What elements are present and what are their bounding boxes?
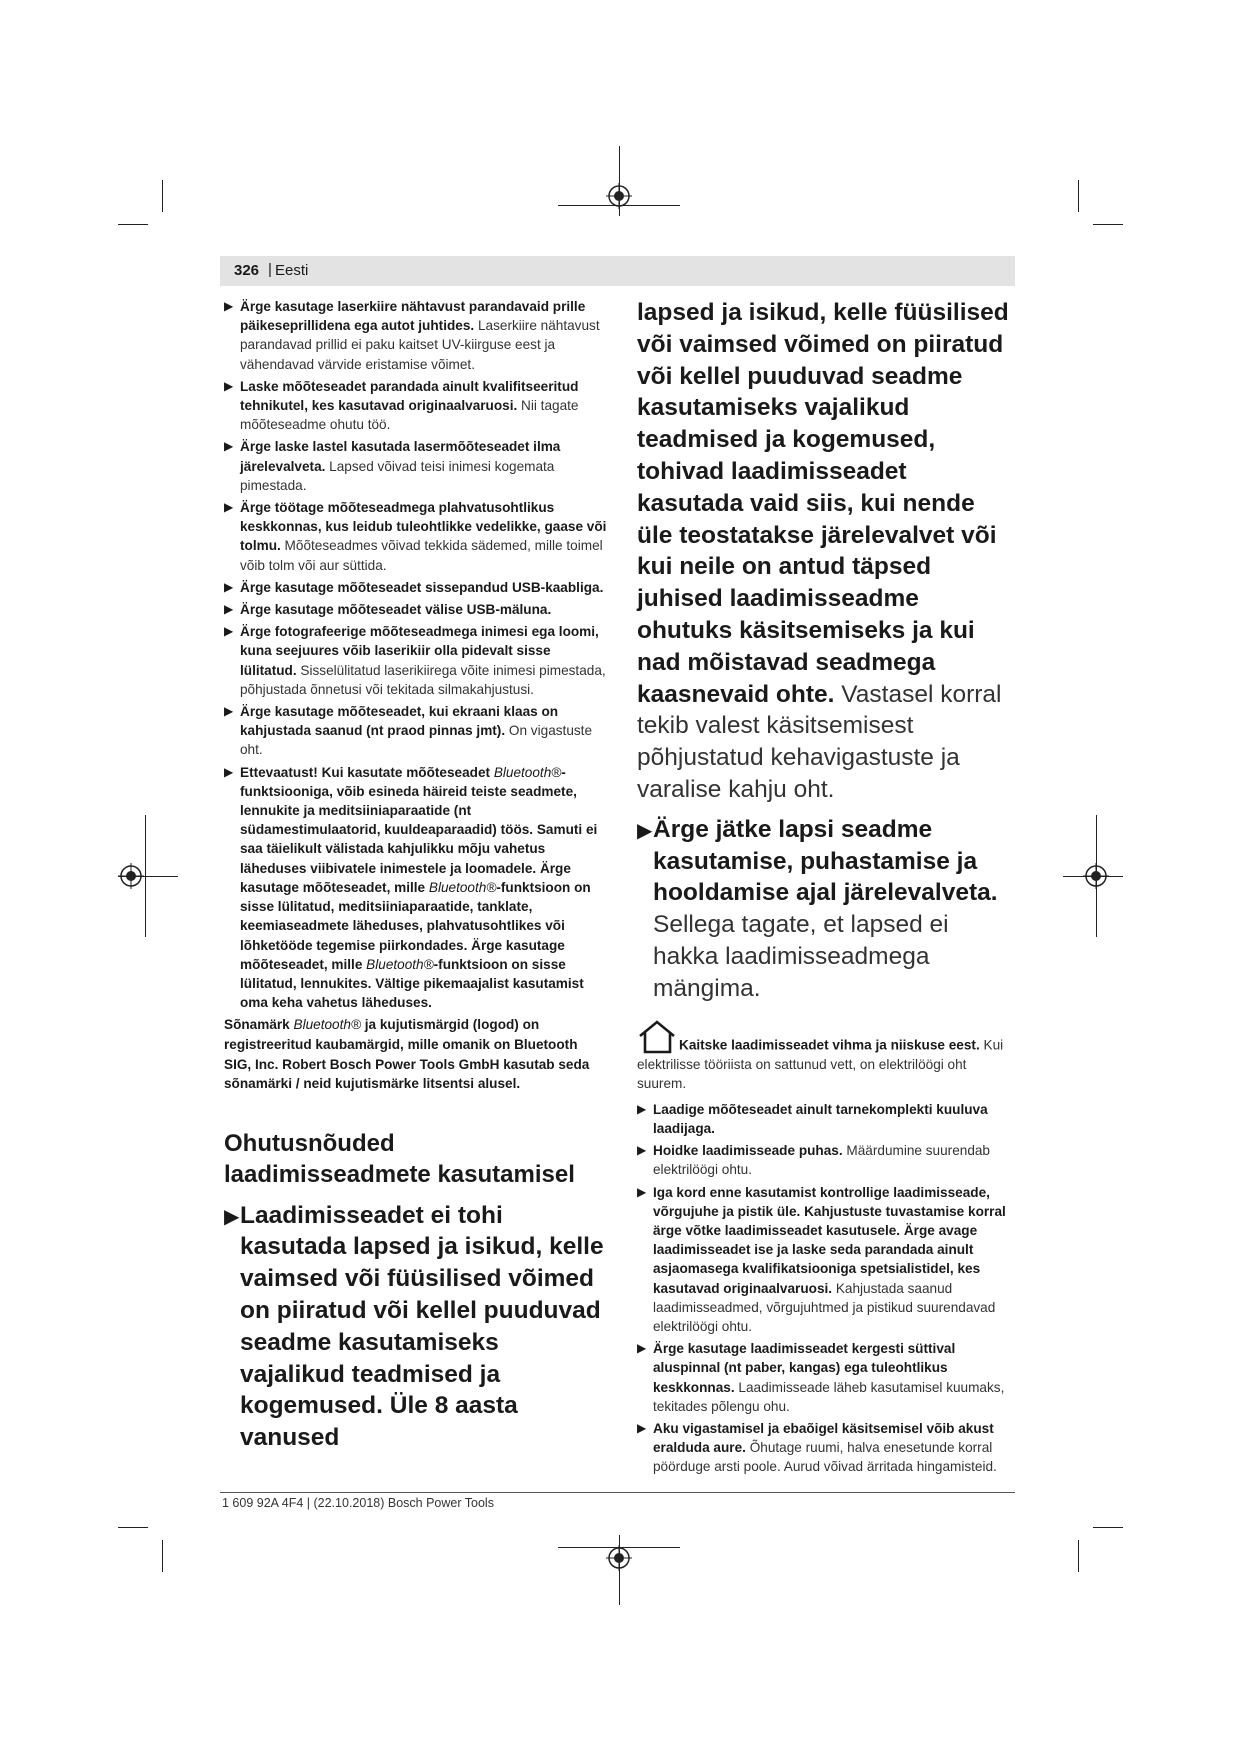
bluetooth-warning: ▶ Ettevaatust! Kui kasutate mõõteseadet Bluetooth®-funktsiooniga, võib esineda häireid teiste seadmete, lennukite ja meditsiiniaparaatide (nt südamestimulaatorid, kuuldeaparaadid) töös. Samuti ei saa täielikult välistada kahjulikku mõju vahetus läheduses viibivatele inimestele ja loomadele. Ärge kasutage mõõteseadet, mille Bluetooth®-funktsioon on sisse lülitatud, meditsiiniaparaatide, tanklate, keemiaseadmete läheduses, plahvatusohtlikes või lõhketööde tegemise piirkondades. Ärge kasutage mõõteseadet, mille Bluetooth®-funktsioon on sisse lülitatud, lennukites. Vältige pikemaajalist kasutamist oma keha vahetus läheduses.	[224, 764, 598, 1011]
list-item: ▶ Ärge kasutage mõõteseadet, kui ekraani klaas on kahjustada saanud (nt praod pinnas jmt). On vigastuste oht.	[224, 704, 593, 758]
bullet-arrow-icon: ▶	[224, 299, 234, 313]
bullet-arrow-icon: ▶	[224, 624, 234, 639]
list-item: ▶ Iga kord enne kasutamist kontrollige laadimisseade, võrgujuhe ja pistik üle. Kahjustuste tuvastamise korral ärge võtke laadimisseadet kasutusele. Ärge avage laadimisseadet ise ja laske seda parandada ainult asjaomasega kvalifikatsiooniga spetsialistidel, kes kasutavad originaalvaruosi. Kahjustada saanud laadimisseadmed, võrgujuhtmed ja pistikud suurendavad elektrilöögi ohtu.	[637, 1184, 1006, 1334]
section-heading: Ohutusnõuded laadimisseadmete kasutamisel	[224, 1129, 575, 1188]
registration-mark-icon	[118, 863, 144, 889]
crop-mark	[1078, 1540, 1079, 1572]
list-item: ▶ Ärge kasutage laserkiire nähtavust parandavaid prille päikeseprillidena ega autot juhtides. Laserkiire nähtavust parandavad prillid ei paku kaitset UV-kiirguse eest ja vähendavad värvide eristamise võimet.	[224, 299, 600, 372]
bullet-arrow-icon: ▶	[637, 819, 653, 842]
bullet-arrow-icon: ▶	[637, 1420, 647, 1435]
right-column	[637, 297, 1015, 1480]
list-item-large: ▶ Laadimisseadet ei tohi kasutada lapsed ja isikud, kelle vaimsed või füüsilised võimed on piiratud või kellel puuduvad seadme kasutamiseks vajalikud teadmised ja kogemused. Üle 8 aasta vanused	[224, 1201, 604, 1452]
crop-mark	[118, 1527, 148, 1528]
bullet-arrow-icon: ▶	[224, 602, 234, 617]
registration-mark-icon	[1083, 863, 1109, 889]
list-item: ▶ Ärge kasutage mõõteseadet sissepandud USB-kaabliga.	[224, 578, 608, 597]
page-header	[220, 256, 1015, 286]
bullet-arrow-icon: ▶	[224, 579, 234, 594]
bullet-arrow-icon: ▶	[637, 1101, 647, 1116]
crop-mark	[1078, 180, 1079, 212]
bullet-arrow-icon: ▶	[224, 378, 234, 393]
crop-mark	[1093, 1527, 1123, 1528]
crop-mark	[145, 815, 146, 937]
indoor-use-note: Kaitske laadimisseadet vihma ja niiskuse eest. Kui elektrilisse tööriista on sattunud vett, on elektrilöögi oht suurem.	[637, 1019, 1015, 1094]
list-item: ▶ Ärge töötage mõõteseadmega plahvatusohtlikus keskkonnas, kus leidub tuleohtlikke vedelikke, gaase või tolmu. Mõõteseadmes võivad tekkida sädemed, mille toimel võib tolm või aur süttida.	[224, 500, 607, 573]
list-item: ▶ Laadige mõõteseadet ainult tarnekomplekti kuuluva laadijaga.	[637, 1101, 988, 1136]
list-item-large: ▶ Ärge jätke lapsi seadme kasutamise, puhastamise ja hooldamise ajal järelevalveta. Sellega tagate, et lapsed ei hakka laadimisseadmega mängima.	[637, 815, 998, 1002]
bullet-arrow-icon: ▶	[224, 704, 234, 719]
bullet-arrow-icon: ▶	[224, 764, 234, 779]
list-item: ▶ Ärge fotografeerige mõõteseadmega inimesi ega loomi, kuna seejuures võib laserikiir olla pidevalt sisse lülitatud. Sisselülitatud laserikiirega võite inimesi pimestada, põhjustada õnnetusi või tekitada silmakahjustusi.	[224, 624, 606, 697]
list-item: ▶ Aku vigastamisel ja ebaõigel käsitsemisel võib akust eralduda aure. Õhutage ruumi, halva enesetunde korral pöörduge arsti poole. Aurud võivad ärritada hingamisteid.	[637, 1420, 997, 1475]
crop-mark	[118, 224, 148, 225]
list-item: ▶ Laske mõõteseadet parandada ainult kvalifitseeritud tehnikutel, kes kasutavad originaalvaruosi. Nii tagate mõõteseadme ohutu töö.	[224, 378, 579, 433]
list-item: ▶ Ärge laske lastel kasutada lasermõõteseadet ilma järelevalveta. Lapsed võivad teisi inimesi kogemata pimestada.	[224, 439, 561, 493]
bullet-arrow-icon: ▶	[637, 1184, 647, 1199]
crop-mark	[1093, 224, 1123, 225]
page-footer: 1 609 92A 4F4 | (22.10.2018) Bosch Power Tools	[222, 1496, 494, 1510]
left-column	[224, 297, 608, 1454]
header-separator: |	[268, 261, 272, 278]
bullet-arrow-icon: ▶	[224, 500, 234, 515]
page-number: 326	[234, 262, 260, 279]
trademark-note: Sõnamärk Bluetooth® ja kujutismärgid (logod) on registreeritud kaubamärgid, mille omanik on Bluetooth SIG, Inc. Robert Bosch Power Tools GmbH kasutab seda sõnamärki / neid kujutismärke litsentsi alusel.	[224, 1017, 590, 1092]
continued-paragraph: lapsed ja isikud, kelle füüsilised või vaimsed võimed on piiratud või kellel puuduvad seadme kasutamiseks vajalikud teadmised ja kogemused, tohivad laadimisseadet kasutada vaid siis, kui nende üle teostatakse järelevalvet või kui neile on antud täpsed juhised laadimisseadme ohutuks käsitsemiseks ja kui nad mõistavad seadmega kaasnevaid ohte. Vastasel korral tekib valest käsitsemisest põhjustatud kehavigastuste ja varalise kahju oht.	[637, 299, 1009, 803]
footer-rule	[220, 1492, 1015, 1493]
bullet-arrow-icon: ▶	[224, 439, 234, 454]
list-item: ▶ Hoidke laadimisseade puhas. Määrdumine suurendab elektrilöögi ohtu.	[637, 1143, 990, 1178]
bullet-arrow-icon: ▶	[224, 1205, 240, 1228]
list-item: ▶ Ärge kasutage mõõteseadet välise USB-mäluna.	[224, 600, 608, 619]
registration-mark-icon	[606, 1545, 632, 1571]
bullet-arrow-icon: ▶	[637, 1341, 647, 1356]
header-language: Eesti	[275, 262, 309, 279]
crop-mark	[162, 1540, 163, 1572]
registration-mark-icon	[606, 183, 632, 209]
list-item: ▶ Ärge kasutage laadimisseadet kergesti süttival aluspinnal (nt paber, kangas) ega tuleohtlikus keskkonnas. Laadimisseade läheb kasutamisel kuumaks, tekitades põlengu ohu.	[637, 1341, 1005, 1414]
bullet-arrow-icon: ▶	[637, 1143, 647, 1158]
crop-mark	[162, 180, 163, 212]
house-icon	[637, 1019, 677, 1055]
